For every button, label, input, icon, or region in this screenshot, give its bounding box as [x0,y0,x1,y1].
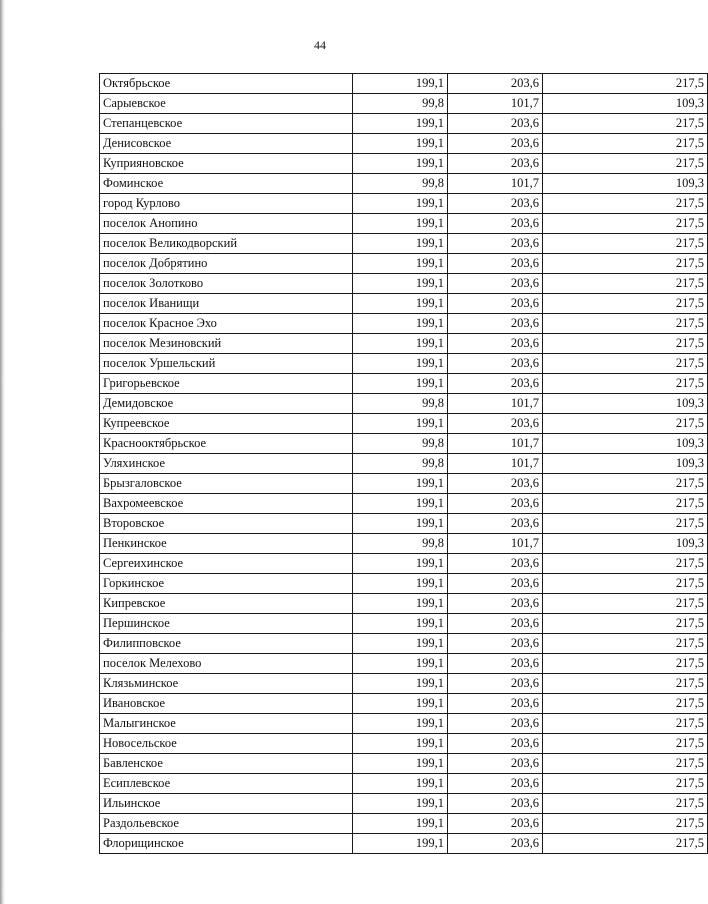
settlement-name-cell: Ильинское [100,794,353,814]
value-cell-3: 217,5 [543,514,708,534]
table-row [100,694,708,714]
table-row [100,234,708,254]
table-row [100,434,708,454]
value-cell-2: 203,6 [448,814,543,834]
value-cell-3: 109,3 [543,174,708,194]
value-cell-1: 199,1 [353,414,448,434]
value-cell-2: 203,6 [448,214,543,234]
table-row [100,654,708,674]
value-cell-2: 203,6 [448,114,543,134]
value-cell-1: 99,8 [353,94,448,114]
value-cell-2: 203,6 [448,694,543,714]
settlement-name-cell: Октябрьское [100,74,353,94]
value-cell-3: 217,5 [543,354,708,374]
value-cell-1: 199,1 [353,574,448,594]
table-row [100,314,708,334]
value-cell-3: 217,5 [543,334,708,354]
value-cell-1: 199,1 [353,374,448,394]
table-row [100,354,708,374]
settlement-name-cell: Степанцевское [100,114,353,134]
settlement-name-cell: Флорищинское [100,834,353,854]
table-row [100,734,708,754]
value-cell-1: 199,1 [353,354,448,374]
scan-edge-shadow [0,0,5,904]
table-row [100,514,708,534]
value-cell-2: 203,6 [448,494,543,514]
value-cell-1: 199,1 [353,734,448,754]
value-cell-1: 199,1 [353,234,448,254]
table-row [100,334,708,354]
value-cell-3: 217,5 [543,694,708,714]
value-cell-1: 199,1 [353,714,448,734]
table-row [100,154,708,174]
settlement-name-cell: поселок Великодворский [100,234,353,254]
value-cell-2: 203,6 [448,714,543,734]
value-cell-3: 217,5 [543,214,708,234]
table-row [100,594,708,614]
settlement-name-cell: поселок Мелехово [100,654,353,674]
tariff-table [99,73,708,854]
table-row [100,674,708,694]
value-cell-1: 199,1 [353,194,448,214]
settlement-name-cell: поселок Мезиновский [100,334,353,354]
value-cell-1: 199,1 [353,294,448,314]
value-cell-2: 203,6 [448,334,543,354]
settlement-name-cell: Есиплевское [100,774,353,794]
value-cell-1: 199,1 [353,114,448,134]
table-row [100,774,708,794]
value-cell-2: 203,6 [448,414,543,434]
value-cell-1: 199,1 [353,74,448,94]
table-row [100,174,708,194]
value-cell-1: 99,8 [353,454,448,474]
settlement-name-cell: Першинское [100,614,353,634]
table-row [100,74,708,94]
settlement-name-cell: поселок Иванищи [100,294,353,314]
value-cell-2: 203,6 [448,634,543,654]
value-cell-2: 203,6 [448,254,543,274]
settlement-name-cell: поселок Добрятино [100,254,353,274]
table-row [100,534,708,554]
value-cell-1: 199,1 [353,334,448,354]
value-cell-3: 217,5 [543,614,708,634]
settlement-name-cell: Горкинское [100,574,353,594]
value-cell-3: 217,5 [543,114,708,134]
value-cell-2: 203,6 [448,834,543,854]
value-cell-1: 99,8 [353,394,448,414]
settlement-name-cell: Сарыевское [100,94,353,114]
value-cell-2: 101,7 [448,394,543,414]
value-cell-2: 203,6 [448,734,543,754]
value-cell-1: 199,1 [353,834,448,854]
value-cell-1: 199,1 [353,514,448,534]
value-cell-3: 217,5 [543,474,708,494]
table-row [100,114,708,134]
value-cell-3: 217,5 [543,794,708,814]
value-cell-1: 199,1 [353,254,448,274]
value-cell-2: 203,6 [448,754,543,774]
value-cell-3: 109,3 [543,534,708,554]
value-cell-3: 217,5 [543,594,708,614]
table-row [100,294,708,314]
settlement-name-cell: Раздольевское [100,814,353,834]
table-row [100,274,708,294]
value-cell-3: 217,5 [543,414,708,434]
value-cell-3: 217,5 [543,274,708,294]
value-cell-3: 217,5 [543,74,708,94]
value-cell-2: 203,6 [448,614,543,634]
value-cell-3: 217,5 [543,654,708,674]
value-cell-1: 199,1 [353,554,448,574]
value-cell-3: 217,5 [543,754,708,774]
settlement-name-cell: Второвское [100,514,353,534]
value-cell-3: 217,5 [543,674,708,694]
value-cell-1: 199,1 [353,754,448,774]
value-cell-2: 101,7 [448,174,543,194]
value-cell-3: 109,3 [543,454,708,474]
value-cell-2: 203,6 [448,794,543,814]
value-cell-3: 109,3 [543,94,708,114]
value-cell-2: 101,7 [448,534,543,554]
value-cell-1: 199,1 [353,594,448,614]
value-cell-3: 217,5 [543,234,708,254]
value-cell-1: 199,1 [353,134,448,154]
value-cell-2: 203,6 [448,294,543,314]
value-cell-2: 203,6 [448,194,543,214]
settlement-name-cell: поселок Золотково [100,274,353,294]
settlement-name-cell: Ивановское [100,694,353,714]
value-cell-2: 101,7 [448,434,543,454]
settlement-name-cell: город Курлово [100,194,353,214]
value-cell-2: 203,6 [448,274,543,294]
table-row [100,474,708,494]
value-cell-1: 199,1 [353,154,448,174]
value-cell-2: 203,6 [448,234,543,254]
value-cell-2: 203,6 [448,654,543,674]
table-row [100,394,708,414]
settlement-name-cell: Фоминское [100,174,353,194]
value-cell-3: 217,5 [543,294,708,314]
settlement-name-cell: Вахромеевское [100,494,353,514]
value-cell-3: 217,5 [543,254,708,274]
table-row [100,614,708,634]
value-cell-2: 203,6 [448,554,543,574]
table-row [100,494,708,514]
value-cell-2: 203,6 [448,594,543,614]
table-row [100,814,708,834]
settlement-name-cell: поселок Анопино [100,214,353,234]
value-cell-2: 203,6 [448,374,543,394]
value-cell-3: 217,5 [543,774,708,794]
settlement-name-cell: Филипповское [100,634,353,654]
table-row [100,374,708,394]
value-cell-2: 203,6 [448,134,543,154]
value-cell-2: 203,6 [448,354,543,374]
table-row [100,834,708,854]
value-cell-3: 217,5 [543,554,708,574]
settlement-name-cell: Клязьминское [100,674,353,694]
value-cell-2: 203,6 [448,154,543,174]
value-cell-1: 199,1 [353,674,448,694]
value-cell-1: 199,1 [353,794,448,814]
value-cell-3: 217,5 [543,834,708,854]
value-cell-1: 199,1 [353,814,448,834]
value-cell-1: 199,1 [353,474,448,494]
value-cell-1: 99,8 [353,434,448,454]
value-cell-3: 217,5 [543,574,708,594]
value-cell-3: 109,3 [543,394,708,414]
value-cell-3: 217,5 [543,734,708,754]
value-cell-2: 203,6 [448,574,543,594]
settlement-name-cell: Малыгинское [100,714,353,734]
table-row [100,194,708,214]
value-cell-2: 203,6 [448,314,543,334]
value-cell-1: 199,1 [353,494,448,514]
settlement-name-cell: Краснооктябрьское [100,434,353,454]
value-cell-2: 101,7 [448,94,543,114]
value-cell-3: 217,5 [543,194,708,214]
table-row [100,714,708,734]
settlement-name-cell: Уляхинское [100,454,353,474]
value-cell-3: 217,5 [543,314,708,334]
value-cell-1: 199,1 [353,634,448,654]
value-cell-1: 199,1 [353,214,448,234]
table-row [100,94,708,114]
value-cell-2: 203,6 [448,74,543,94]
value-cell-1: 199,1 [353,314,448,334]
table-row [100,214,708,234]
value-cell-2: 203,6 [448,774,543,794]
settlement-name-cell: Пенкинское [100,534,353,554]
value-cell-1: 199,1 [353,654,448,674]
value-cell-3: 217,5 [543,814,708,834]
table-row [100,754,708,774]
table-row [100,554,708,574]
table-row [100,794,708,814]
value-cell-2: 203,6 [448,514,543,534]
value-cell-3: 217,5 [543,154,708,174]
value-cell-3: 217,5 [543,634,708,654]
settlement-name-cell: поселок Красное Эхо [100,314,353,334]
value-cell-1: 199,1 [353,614,448,634]
settlement-name-cell: Куприяновское [100,154,353,174]
value-cell-2: 101,7 [448,454,543,474]
value-cell-3: 217,5 [543,374,708,394]
settlement-name-cell: Бавленское [100,754,353,774]
table-row [100,574,708,594]
value-cell-1: 99,8 [353,534,448,554]
settlement-name-cell: Григорьевское [100,374,353,394]
settlement-name-cell: Денисовское [100,134,353,154]
value-cell-2: 203,6 [448,474,543,494]
settlement-name-cell: Демидовское [100,394,353,414]
table-row [100,454,708,474]
value-cell-1: 199,1 [353,774,448,794]
value-cell-1: 199,1 [353,274,448,294]
value-cell-2: 203,6 [448,674,543,694]
settlement-name-cell: Новосельское [100,734,353,754]
table-body [100,74,708,854]
settlement-name-cell: Кипревское [100,594,353,614]
value-cell-3: 109,3 [543,434,708,454]
value-cell-1: 199,1 [353,694,448,714]
table-row [100,634,708,654]
value-cell-3: 217,5 [543,714,708,734]
value-cell-3: 217,5 [543,494,708,514]
settlement-name-cell: Брызгаловское [100,474,353,494]
page-number: 44 [314,38,326,52]
settlement-name-cell: Купреевское [100,414,353,434]
settlement-name-cell: Сергеихинское [100,554,353,574]
value-cell-1: 99,8 [353,174,448,194]
table-row [100,254,708,274]
table-row [100,414,708,434]
table-row [100,134,708,154]
value-cell-3: 217,5 [543,134,708,154]
settlement-name-cell: поселок Уршельский [100,354,353,374]
